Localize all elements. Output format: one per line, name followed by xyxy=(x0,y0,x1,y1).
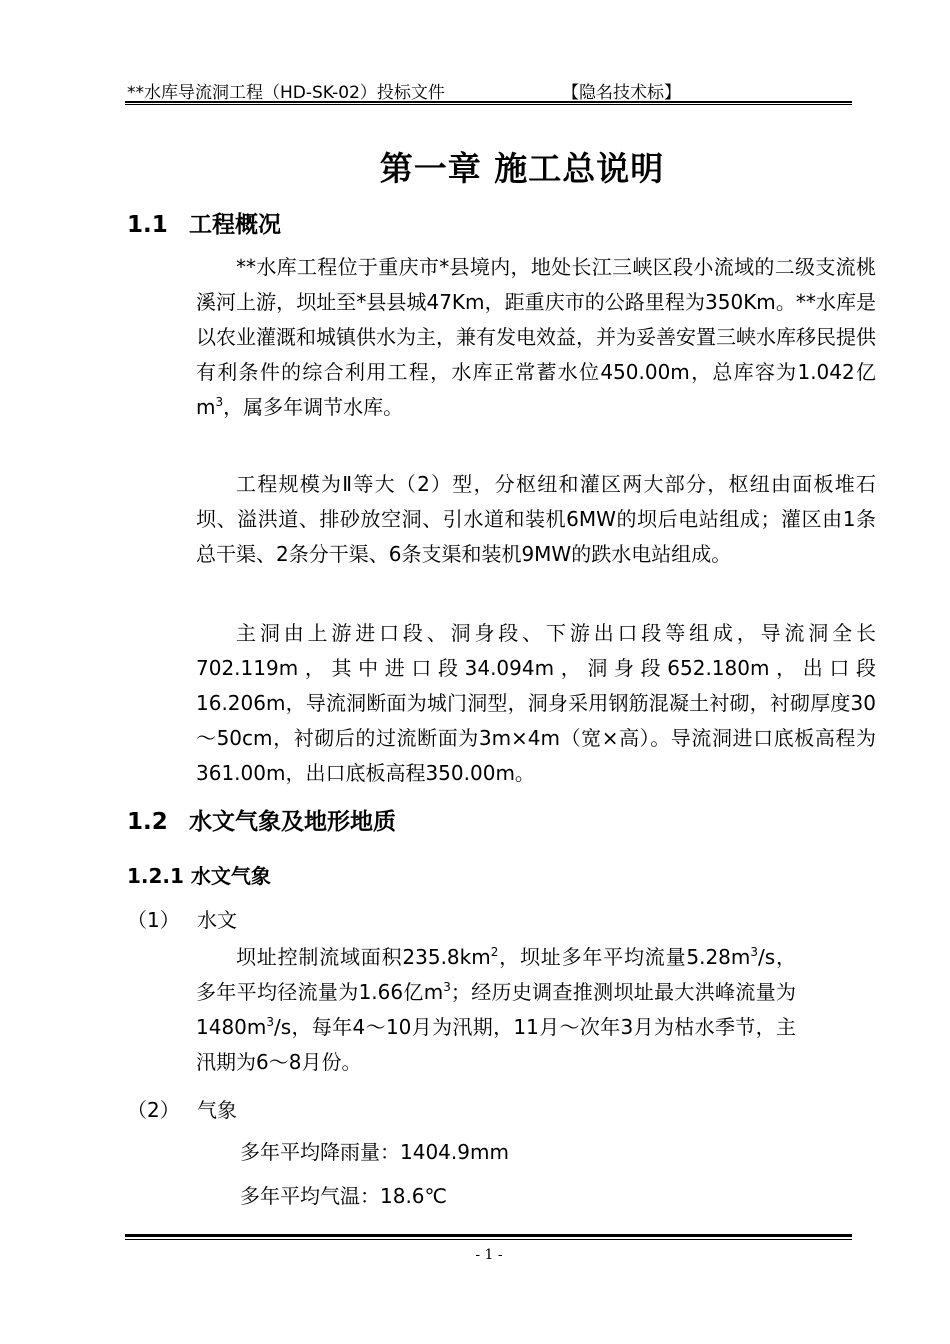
footer-divider-thin xyxy=(125,1239,852,1240)
header-divider xyxy=(125,101,852,103)
section-number: 1.2 xyxy=(127,809,168,835)
header-doc-title: **水库导流洞工程（HD-SK-02）投标文件 xyxy=(127,83,445,103)
paragraph-text: **水库工程位于重庆市*县境内，地处长江三峡区段小流域的二级支流桃溪河上游，坝址至*县县城47Km，距重庆市的公路里程为350Km。**水库是以农业灌溉和城镇供水为主，兼有发电效益，并为妥善安置三峡水库移民提供有利条件的综合利用工程，水库正常蓄水位450.00m，总库容为1.042亿m xyxy=(196,255,876,419)
list-item-hydrology xyxy=(127,904,237,933)
temperature-line: 多年平均气温：18.6℃ xyxy=(240,1184,447,1208)
section-number: 1.1 xyxy=(127,212,168,238)
list-item-label: 气象 xyxy=(197,1098,237,1122)
list-item-meteorology xyxy=(127,1094,237,1123)
list-item-number: （1） xyxy=(127,908,180,932)
superscript: 2 xyxy=(490,945,499,959)
section-title: 工程概况 xyxy=(189,212,281,238)
paragraph-text: /s，多年平均径流量为1.66亿m xyxy=(196,945,796,1004)
header-doc-tag: 【隐名技术标】 xyxy=(562,83,681,103)
paragraph-text: ，坝址多年平均流量5.28m xyxy=(498,945,751,969)
section-heading-1-2 xyxy=(127,803,396,836)
chapter-title: 第一章 施工总说明 xyxy=(379,149,665,188)
section-title: 水文气象及地形地质 xyxy=(189,809,396,835)
paragraph-text: ；经历史调查推测坝址最大洪峰流量为1480m xyxy=(196,980,797,1039)
paragraph-hydrology xyxy=(196,940,796,1080)
superscript: 3 xyxy=(266,1015,275,1029)
list-item-number: （2） xyxy=(127,1098,180,1122)
footer-divider xyxy=(125,1234,852,1237)
paragraph-project-overview xyxy=(196,250,876,425)
superscript: 3 xyxy=(215,395,224,409)
list-item-label: 水文 xyxy=(197,908,237,932)
subsection-heading-1-2-1: 1.2.1 水文气象 xyxy=(127,864,271,888)
paragraph-project-scale: 工程规模为Ⅱ等大（2）型，分枢纽和灌区两大部分，枢纽由面板堆石坝、溢洪道、排砂放空洞、引水道和装机6MW的坝后电站组成；灌区由1条总干渠、2条分干渠、6条支渠和装机9MW的跌水电站组成。 xyxy=(196,472,876,566)
paragraph-text: /s，每年4～10月为汛期，11月～次年3月为枯水季节，主汛期为6～8月份。 xyxy=(196,1015,796,1074)
section-heading-1-1 xyxy=(127,206,281,239)
paragraph-text: 坝址控制流域面积235.8km xyxy=(236,945,491,969)
paragraph-main-tunnel: 主洞由上游进口段、洞身段、下游出口段等组成，导流洞全长702.119m，其中进口段34.094m，洞身段652.180m，出口段16.206m，导流洞断面为城门洞型，洞身采用钢筋混凝土衬砌，衬砌厚度30～50cm，衬砌后的过流断面为3m×4m（宽×高）。导流洞进口底板高程为361.00m，出口底板高程350.00m。 xyxy=(196,621,876,785)
rainfall-line: 多年平均降雨量：1404.9mm xyxy=(240,1140,509,1164)
paragraph-text: ，属多年调节水库。 xyxy=(223,395,404,419)
page-number: - 1 - xyxy=(475,1247,503,1263)
header-divider-thin xyxy=(125,104,852,105)
superscript: 3 xyxy=(750,945,759,959)
superscript: 3 xyxy=(443,980,451,994)
